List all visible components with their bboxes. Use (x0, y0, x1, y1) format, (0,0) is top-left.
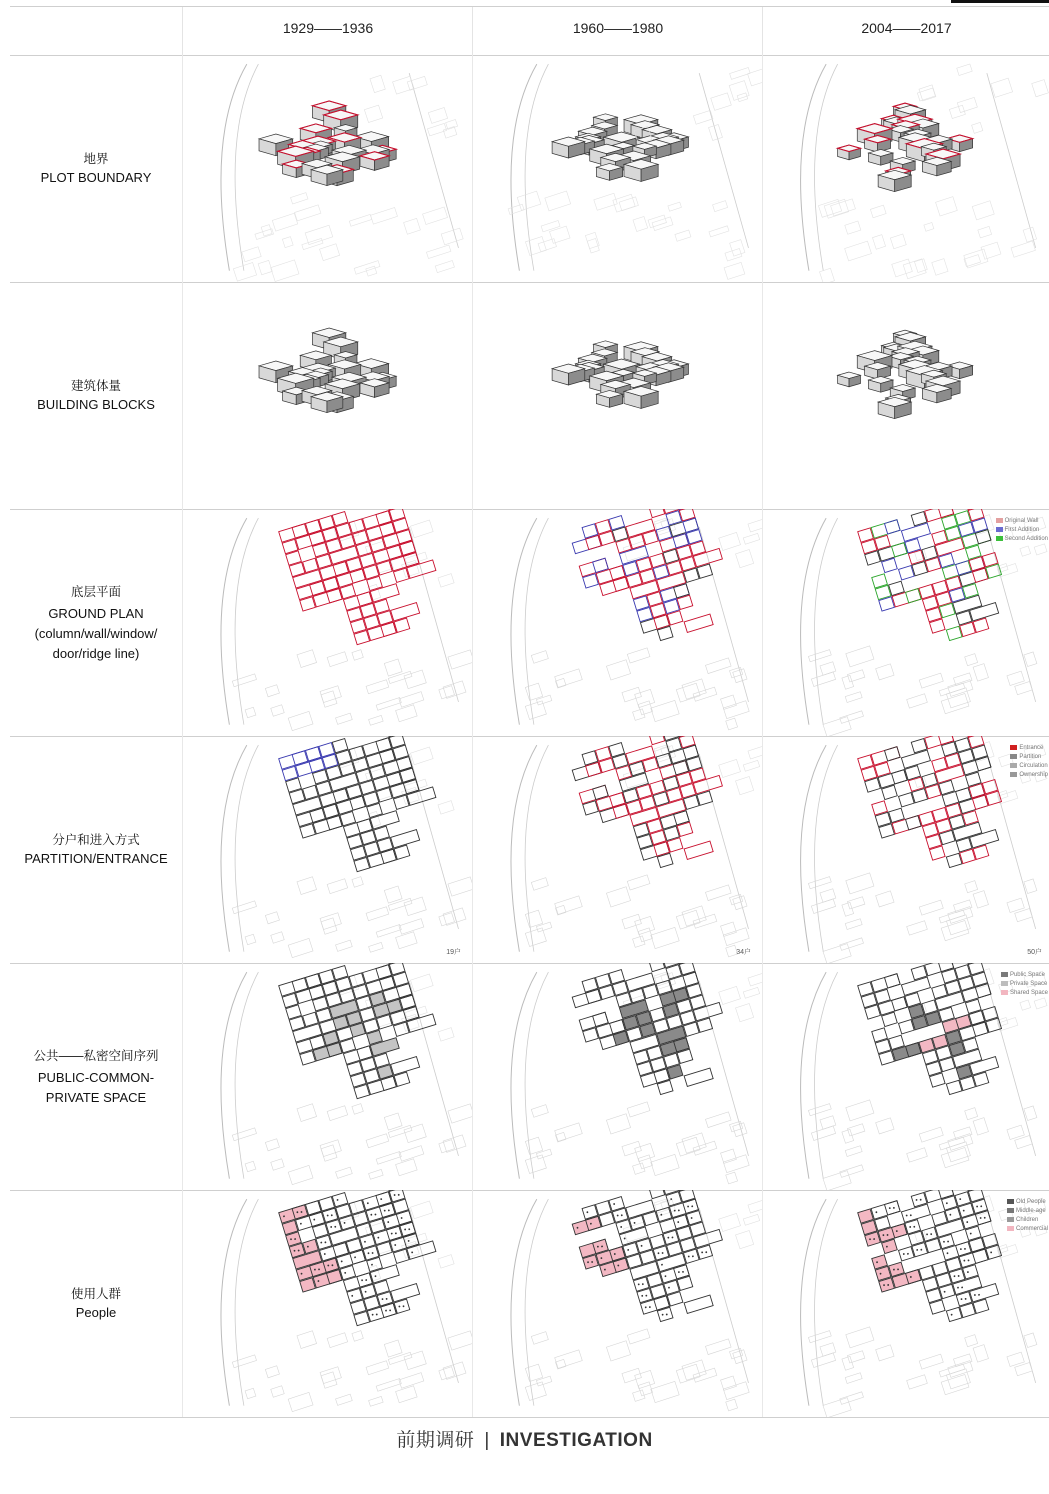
legend-swatch (996, 527, 1003, 532)
investigation-table (10, 6, 1049, 1417)
legend-label: Partition (1019, 754, 1042, 760)
site-context (221, 518, 473, 731)
row-label (10, 736, 183, 963)
drawing-plot-period-2 (472, 55, 763, 282)
legend-item (1001, 989, 1048, 998)
legend-label: Children (1015, 1217, 1039, 1223)
period-header-1: 1929——1936 (182, 7, 473, 55)
drawing-svg (183, 736, 473, 963)
drawing-partition-period-2 (472, 736, 763, 963)
legend-swatch (1010, 745, 1017, 750)
row-label-en: GROUND PLAN (48, 605, 144, 621)
partition-legend (1010, 744, 1048, 780)
plan-drawing (569, 509, 740, 657)
drawing-svg (763, 736, 1049, 963)
footer-zh: 前期调研 (396, 1430, 475, 1451)
massing-model (259, 328, 396, 413)
row-label-zh: 地界 (83, 152, 109, 166)
row-label-zh: 建筑体量 (70, 379, 121, 393)
row-label (10, 1190, 183, 1417)
legend-item (1001, 980, 1048, 989)
legend-swatch (1001, 972, 1008, 977)
massing-model (552, 114, 688, 182)
row-label-zh: 底层平面 (70, 584, 121, 599)
row-label-zh: 使用人群 (70, 1287, 121, 1301)
row-label (10, 509, 183, 736)
site-context (221, 1199, 473, 1412)
footer-separator: | (484, 1430, 490, 1451)
legend-label: Original Wall (1004, 518, 1039, 524)
plan-drawing (569, 736, 740, 884)
site-context (221, 745, 473, 958)
legend-swatch (1007, 1217, 1014, 1222)
drawing-space-period-3 (762, 963, 1049, 1190)
legend-label: First Addition (1004, 527, 1040, 533)
plan-drawing (569, 1190, 740, 1338)
drawing-plot-period-3 (762, 55, 1049, 282)
legend-swatch (1010, 763, 1017, 768)
period-header-3: 2004——2017 (762, 7, 1049, 55)
legend-item (996, 535, 1048, 544)
drawing-svg (183, 282, 473, 509)
row-label-zh: 公共——私密空间序列 (33, 1048, 159, 1063)
drawing-svg (183, 509, 473, 736)
legend-label: Second Addition (1004, 536, 1048, 542)
legend-item (1007, 1216, 1048, 1225)
plan-drawing (279, 1190, 450, 1338)
row-label-en: PRIVATE SPACE (45, 1089, 147, 1105)
row-blocks (10, 282, 1049, 510)
legend-item (1010, 744, 1048, 753)
drawing-blocks-period-2 (472, 282, 763, 509)
drawing-partition-period-3 (762, 736, 1049, 963)
drawing-plan-period-2 (472, 509, 763, 736)
row-label (10, 963, 183, 1190)
legend-item (1010, 762, 1048, 771)
drawing-plot-period-1 (182, 55, 473, 282)
legend-swatch (1001, 981, 1008, 986)
row-label (10, 55, 183, 282)
legend-label: Public Space (1009, 972, 1045, 978)
drawing-partition-period-1 (182, 736, 473, 963)
period-header-2: 1960——1980 (472, 7, 763, 55)
legend-label: Old People (1015, 1199, 1046, 1205)
drawing-svg (183, 55, 473, 282)
legend-swatch (1007, 1208, 1014, 1213)
row-plan (10, 509, 1049, 737)
row-label-en: People (75, 1305, 117, 1320)
legend-swatch (996, 518, 1003, 523)
drawing-svg (473, 55, 763, 282)
drawing-space-period-1 (182, 963, 473, 1190)
row-label-en: PLOT BOUNDARY (40, 170, 152, 185)
site-context (511, 518, 763, 730)
row-label-en: PUBLIC-COMMON- (37, 1069, 155, 1085)
plan-drawing (569, 963, 740, 1111)
footer-en: INVESTIGATION (499, 1430, 653, 1451)
legend-item (1001, 971, 1048, 980)
legend-swatch (1010, 754, 1017, 759)
drawing-space-period-2 (472, 963, 763, 1190)
drawing-svg (473, 1190, 763, 1417)
row-label-en: PARTITION/ENTRANCE (24, 851, 168, 866)
row-space (10, 963, 1049, 1191)
drawing-svg (473, 282, 763, 509)
top-corner-bar (951, 0, 1049, 3)
drawing-plan-period-3 (762, 509, 1049, 736)
drawing-svg (763, 282, 1049, 509)
legend-swatch (1007, 1226, 1014, 1231)
drawing-plan-period-1 (182, 509, 473, 736)
drawing-svg (763, 55, 1049, 282)
legend-swatch (996, 536, 1003, 541)
row-label-en: BUILDING BLOCKS (37, 397, 155, 412)
household-count: 50户 (1027, 949, 1042, 956)
plan-drawing (858, 736, 1029, 884)
drawing-svg (183, 1190, 473, 1417)
row-plot (10, 55, 1049, 283)
site-context (511, 745, 763, 957)
plan-legend (996, 517, 1048, 544)
site-context (511, 1199, 763, 1411)
legend-label: Shared Space (1009, 990, 1048, 996)
plan-drawing (279, 736, 450, 884)
header-row (10, 7, 1049, 56)
drawing-svg (473, 963, 763, 1190)
massing-model (259, 101, 396, 186)
drawing-people-period-1 (182, 1190, 473, 1417)
legend-label: Ownership (1019, 772, 1048, 778)
legend-item (1007, 1198, 1048, 1207)
legend-label: Circulation (1019, 763, 1048, 769)
people-legend (1007, 1198, 1048, 1234)
row-label-zh: 分户和进入方式 (52, 833, 140, 847)
row-people (10, 1190, 1049, 1418)
massing-model (552, 341, 688, 409)
legend-label: Entrance (1019, 745, 1044, 751)
legend-swatch (1010, 772, 1017, 777)
footer-title (0, 1425, 1049, 1452)
drawing-blocks-period-1 (182, 282, 473, 509)
massing-model (838, 330, 973, 418)
drawing-svg (473, 736, 763, 963)
drawing-blocks-period-3 (762, 282, 1049, 509)
plan-drawing (279, 963, 450, 1111)
row-label-en: door/ridge line) (52, 645, 140, 661)
massing-model (838, 103, 973, 191)
legend-item (996, 526, 1048, 535)
drawing-people-period-3 (762, 1190, 1049, 1417)
plan-drawing (279, 509, 450, 657)
site-context (801, 515, 1047, 736)
legend-item (996, 517, 1048, 526)
legend-item (1010, 753, 1048, 762)
drawing-svg (473, 509, 763, 736)
legend-item (1010, 771, 1048, 780)
legend-item (1007, 1225, 1048, 1234)
legend-swatch (1001, 990, 1008, 995)
row-label-en: (column/wall/window/ (34, 625, 158, 641)
legend-label: Commercial (1015, 1226, 1048, 1232)
row-label (10, 282, 183, 509)
site-context (801, 64, 1049, 282)
drawing-svg (183, 963, 473, 1190)
site-context (801, 969, 1047, 1190)
space-legend (1001, 971, 1048, 998)
drawing-people-period-2 (472, 1190, 763, 1417)
row-partition (10, 736, 1049, 964)
legend-swatch (1007, 1199, 1014, 1204)
household-count: 19户 (446, 949, 461, 956)
legend-item (1007, 1207, 1048, 1216)
household-count: 34户 (736, 949, 751, 956)
legend-label: Private Space (1009, 981, 1048, 987)
legend-label: Middle-age (1015, 1208, 1046, 1214)
plan-drawing (858, 1190, 1029, 1338)
